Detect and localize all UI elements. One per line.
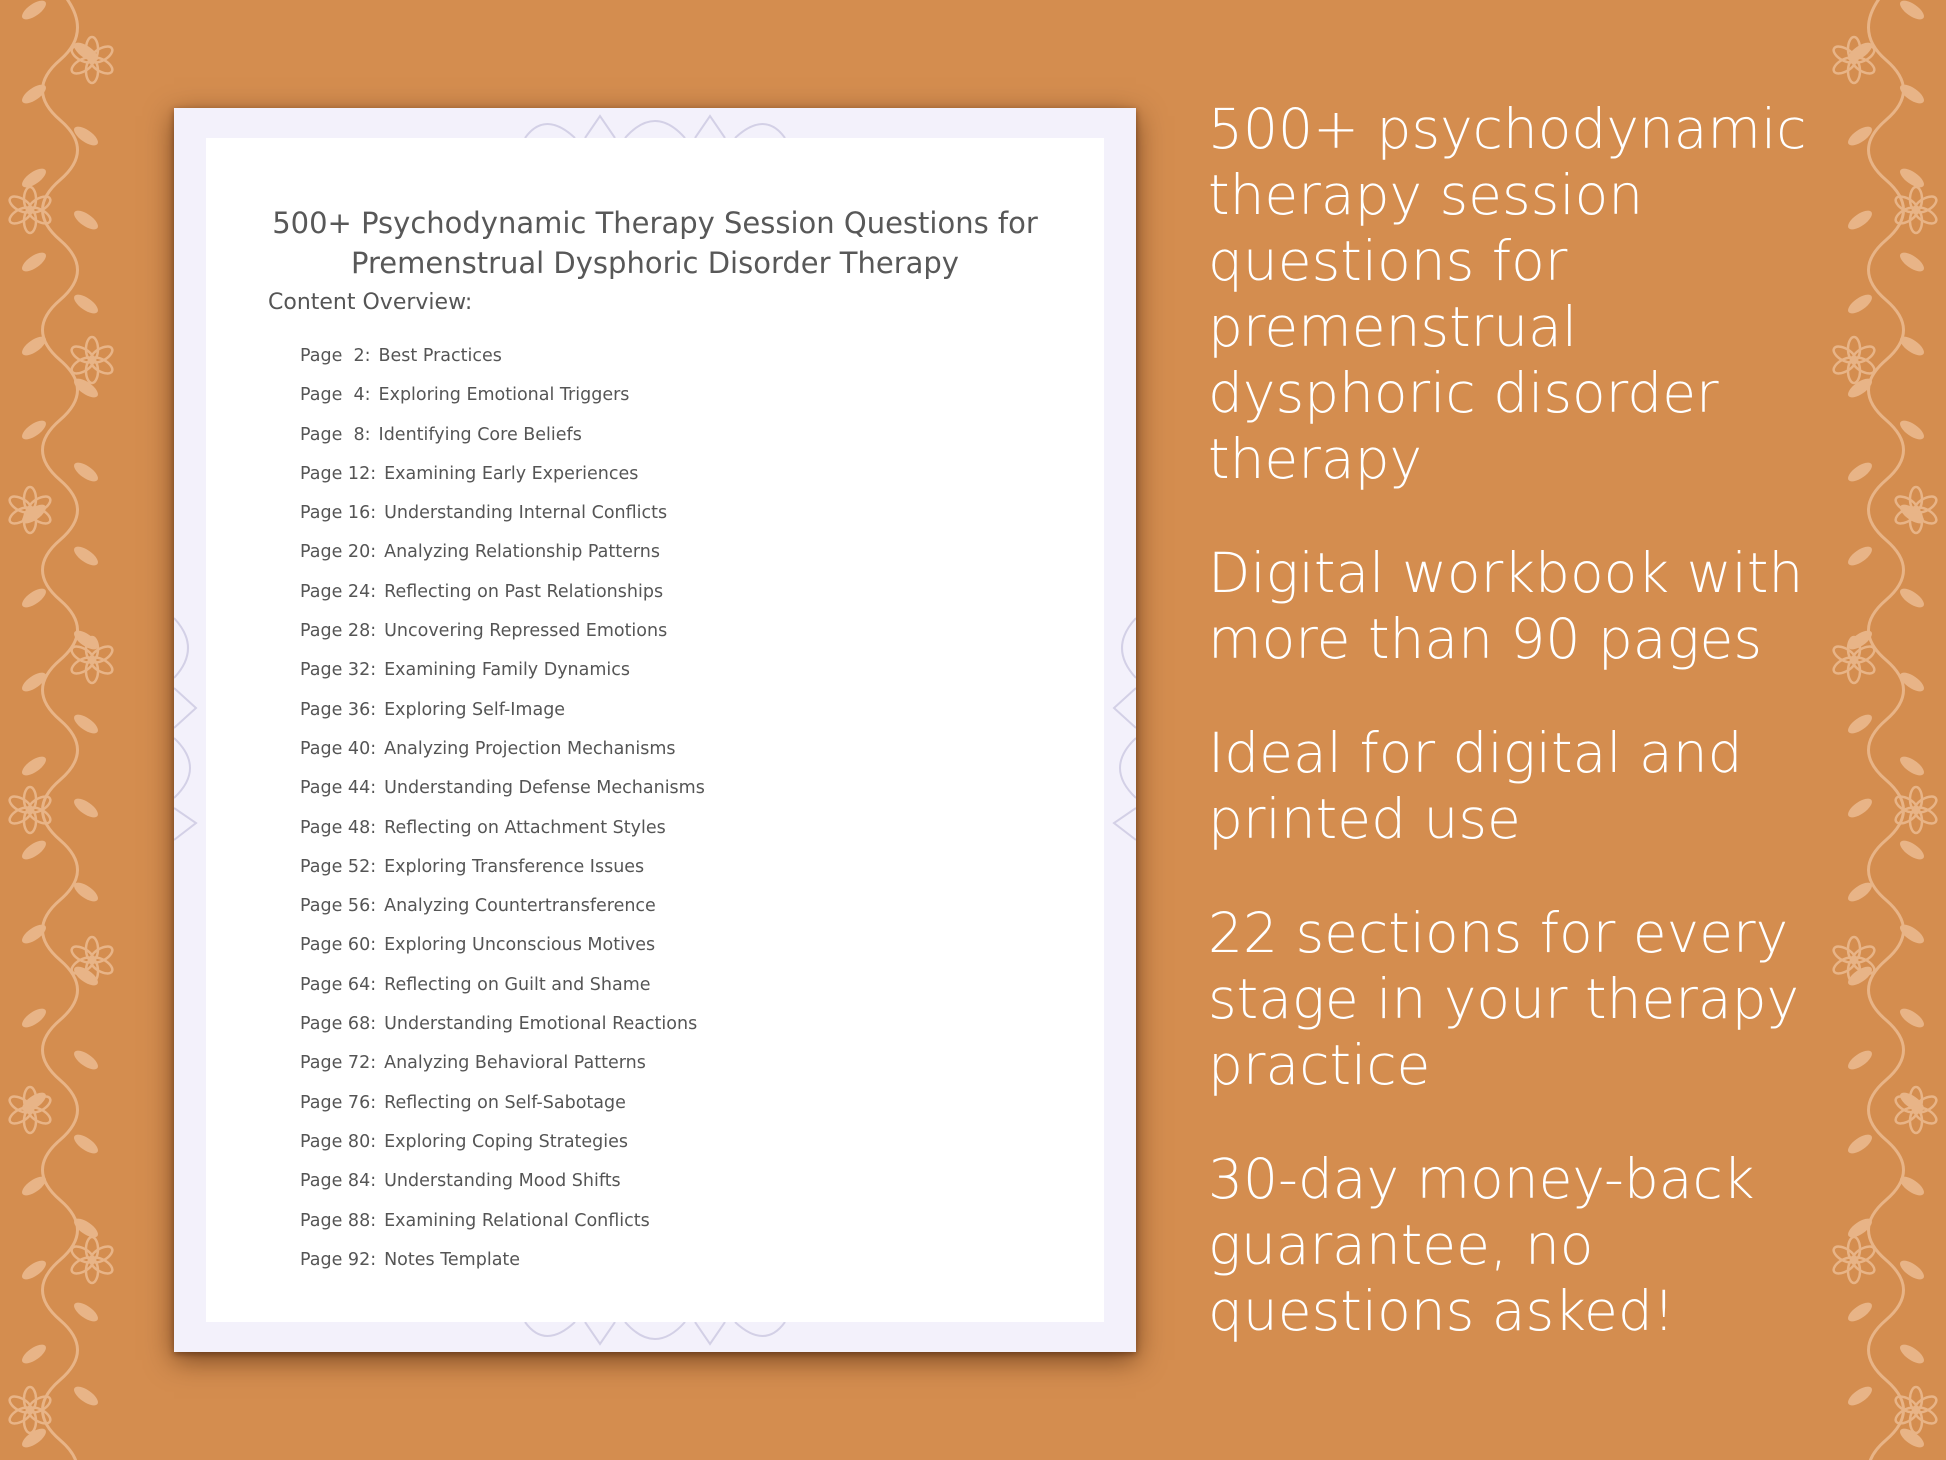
table-of-contents bbox=[300, 343, 705, 1286]
toc-item bbox=[300, 932, 705, 971]
toc-item bbox=[300, 382, 705, 421]
toc-item bbox=[300, 539, 705, 578]
toc-page-number: Page 28: bbox=[300, 621, 377, 642]
toc-page-number: Page 52: bbox=[300, 856, 377, 877]
toc-page-number: Page 88: bbox=[300, 1210, 377, 1231]
feature-item: Ideal for digital and printed use bbox=[1208, 721, 1743, 851]
document-title bbox=[206, 203, 1104, 283]
toc-item bbox=[300, 657, 705, 696]
floral-vine-left bbox=[0, 0, 140, 1460]
feature-item: 22 sections for every stage in your therapy practice bbox=[1208, 901, 1800, 1097]
toc-item bbox=[300, 1168, 705, 1207]
toc-item bbox=[300, 422, 705, 461]
toc-section-title: Examining Family Dynamics bbox=[384, 660, 631, 681]
toc-section-title: Analyzing Behavioral Patterns bbox=[384, 1053, 646, 1074]
toc-page-number: Page 80: bbox=[300, 1131, 377, 1152]
toc-page-number: Page 36: bbox=[300, 699, 377, 720]
toc-page-number: Page 24: bbox=[300, 581, 377, 602]
toc-page-number: Page 76: bbox=[300, 1092, 377, 1113]
toc-section-title: Best Practices bbox=[378, 346, 502, 366]
toc-section-title: Understanding Emotional Reactions bbox=[384, 1014, 698, 1035]
toc-item bbox=[300, 972, 705, 1011]
toc-page-number: Page 48: bbox=[300, 817, 377, 838]
toc-page-number: Page 56: bbox=[300, 896, 377, 917]
toc-page-number: Page 8: bbox=[300, 424, 371, 445]
document-page bbox=[206, 138, 1104, 1322]
toc-page-number: Page 32: bbox=[300, 660, 377, 681]
content-overview-label: Content Overview: bbox=[268, 290, 473, 315]
toc-section-title: Notes Template bbox=[384, 1249, 521, 1270]
toc-section-title: Exploring Emotional Triggers bbox=[378, 385, 630, 406]
toc-page-number: Page 60: bbox=[300, 935, 377, 956]
toc-item bbox=[300, 1090, 705, 1129]
mandala-ornament-top bbox=[505, 108, 805, 138]
toc-item bbox=[300, 1208, 705, 1247]
toc-section-title: Uncovering Repressed Emotions bbox=[384, 621, 668, 642]
feature-item: 500+ psychodynamic therapy session questions for premenstrual dysphoric disorder therapy bbox=[1208, 97, 1807, 491]
toc-item bbox=[300, 815, 705, 854]
toc-section-title: Analyzing Relationship Patterns bbox=[384, 542, 660, 563]
feature-item: Digital workbook with more than 90 pages bbox=[1208, 541, 1804, 671]
toc-item bbox=[300, 893, 705, 932]
toc-section-title: Reflecting on Guilt and Shame bbox=[384, 974, 651, 995]
toc-page-number: Page 72: bbox=[300, 1053, 377, 1074]
toc-page-number: Page 20: bbox=[300, 542, 377, 563]
toc-item bbox=[300, 1050, 705, 1089]
toc-section-title: Exploring Self-Image bbox=[384, 699, 566, 720]
toc-section-title: Reflecting on Past Relationships bbox=[384, 581, 664, 602]
toc-page-number: Page 44: bbox=[300, 778, 377, 799]
toc-item bbox=[300, 618, 705, 657]
document-title-line-2: Premenstrual Dysphoric Disorder Therapy bbox=[351, 246, 959, 281]
toc-section-title: Exploring Unconscious Motives bbox=[384, 935, 656, 956]
document-title-line-1: 500+ Psychodynamic Therapy Session Questions for bbox=[272, 206, 1038, 241]
toc-page-number: Page 4: bbox=[300, 385, 371, 406]
toc-page-number: Page 64: bbox=[300, 974, 377, 995]
toc-page-number: Page 84: bbox=[300, 1171, 377, 1192]
toc-item bbox=[300, 775, 705, 814]
toc-page-number: Page 68: bbox=[300, 1014, 377, 1035]
toc-page-number: Page 12: bbox=[300, 463, 377, 484]
toc-page-number: Page 40: bbox=[300, 738, 377, 759]
toc-section-title: Reflecting on Self-Sabotage bbox=[384, 1092, 626, 1113]
toc-item bbox=[300, 1247, 705, 1286]
toc-page-number: Page 92: bbox=[300, 1249, 377, 1270]
feature-item: 30-day money-back guarantee, no questions asked! bbox=[1208, 1147, 1755, 1343]
toc-section-title: Understanding Defense Mechanisms bbox=[384, 778, 705, 799]
toc-section-title: Examining Relational Conflicts bbox=[384, 1210, 650, 1231]
toc-item bbox=[300, 697, 705, 736]
toc-section-title: Exploring Coping Strategies bbox=[384, 1131, 629, 1152]
toc-section-title: Analyzing Projection Mechanisms bbox=[384, 738, 676, 759]
toc-item bbox=[300, 1011, 705, 1050]
mandala-ornament-bottom bbox=[505, 1322, 805, 1352]
toc-section-title: Identifying Core Beliefs bbox=[378, 424, 582, 445]
toc-section-title: Analyzing Countertransference bbox=[384, 896, 656, 917]
mandala-ornament-left bbox=[174, 608, 204, 848]
toc-item bbox=[300, 854, 705, 893]
mandala-ornament-right bbox=[1106, 608, 1136, 848]
toc-item bbox=[300, 736, 705, 775]
toc-page-number: Page 2: bbox=[300, 346, 371, 366]
document-preview bbox=[174, 108, 1136, 1352]
toc-section-title: Examining Early Experiences bbox=[384, 463, 639, 484]
toc-section-title: Understanding Internal Conflicts bbox=[384, 503, 668, 524]
toc-item bbox=[300, 461, 705, 500]
toc-item bbox=[300, 500, 705, 539]
toc-section-title: Reflecting on Attachment Styles bbox=[384, 817, 666, 838]
toc-item bbox=[300, 1129, 705, 1168]
toc-page-number: Page 16: bbox=[300, 503, 377, 524]
toc-item bbox=[300, 343, 705, 382]
toc-item bbox=[300, 579, 705, 618]
toc-section-title: Understanding Mood Shifts bbox=[384, 1171, 621, 1192]
feature-list bbox=[1208, 96, 1828, 1392]
toc-section-title: Exploring Transference Issues bbox=[384, 856, 645, 877]
